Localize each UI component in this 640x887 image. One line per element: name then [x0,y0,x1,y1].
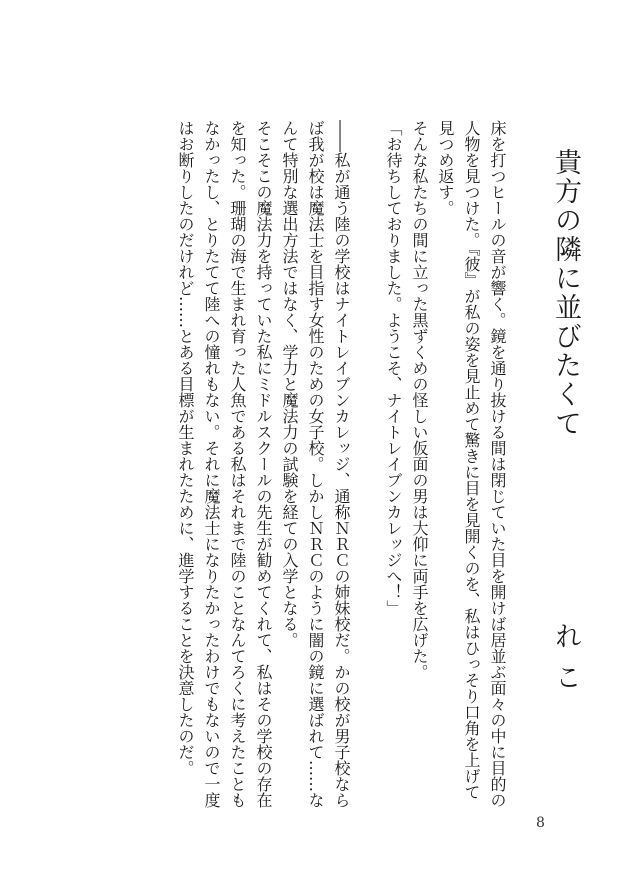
body-text [120,120,510,810]
paragraph: そこそこの魔法力を持っていた私にミドルスクールの先生が勧めてくれて、私はその学校の存在を知った。珊瑚の海で生まれ育った人魚である私はそれまで陸のことなんてろくに考えたこともなかったし、とりたてて陸への憧れもない。それに魔法士になりたかったわけでもないので一度はお断りしたのだけれど……とある目標が生まれたために、進学することを決意したのだ。 [176,120,273,808]
author-name: れこ [550,622,581,704]
paragraph: 「お待ちしておりました。ようこそ、ナイトレイブンカレッジへ！」 [384,120,403,616]
paragraph: そんな私たちの間に立った黒ずくめの怪しい仮面の男は大仰に両手を広げた。 [410,120,429,680]
page-number: 8 [536,815,545,831]
paragraph: 床を打つヒールの音が響く。鏡を通り抜ける間は閉じていた目を開けば居並ぶ面々の中に目的の人物を見つけた。『彼』が私の姿を見止めて驚きに目を見開くのを、私はひっそり口角を上げて見つめ返す。 [436,120,507,808]
paragraph-blank [354,120,380,810]
story-title: 貴方の隣に並びたくて [550,148,581,438]
paragraph: ――私が通う陸の学校はナイトレイブンカレッジ、通称ＮＲＣの姉妹校だ。かの校が男子校ならば我が校は魔法士を目指す女性のための女子校。しかしＮＲＣのように闇の鏡に選ばれて……なんて特別な選出方法ではなく、学力と魔法力の試験を経ての入学となる。 [280,120,351,808]
